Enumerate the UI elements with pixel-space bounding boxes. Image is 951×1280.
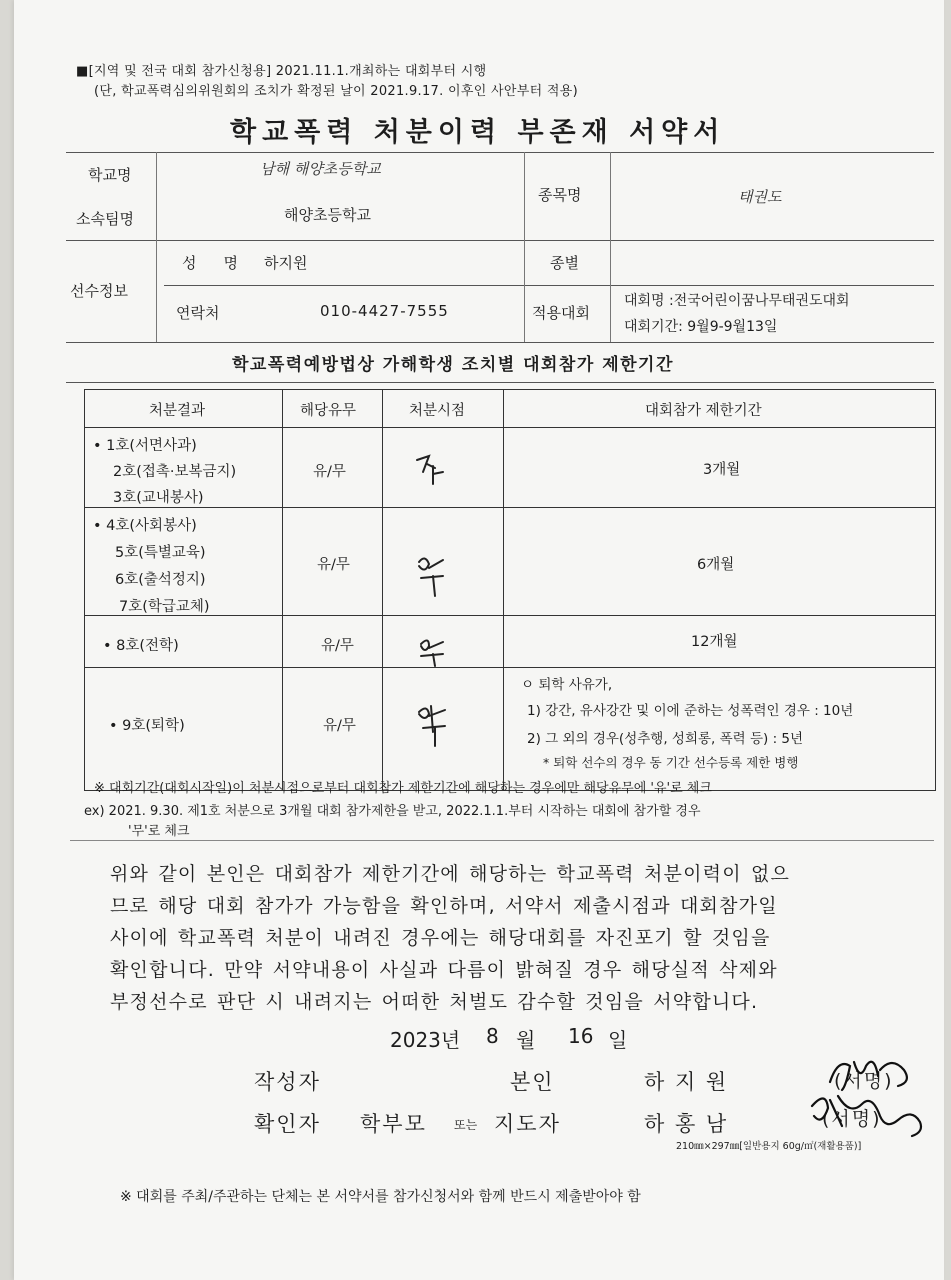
row2-status: 유/무 [317,557,350,573]
row1-status: 유/무 [313,464,346,480]
row2-result-2: 5호(특별교육) [115,545,206,561]
statement-line-4: 확인합니다. 만약 서약내용이 사실과 다름이 밝혀질 경우 해당실적 삭제와 [110,959,778,981]
player-info-label: 선수정보 [70,282,128,300]
header-period: 대회참가 제한기간 [645,403,762,419]
header-status: 해당유무 [300,403,357,419]
writer-sign-label: (서명) [834,1070,894,1092]
row1-period: 3개월 [703,462,741,478]
row-line-header [85,427,935,428]
row2-period: 6개월 [697,557,735,573]
paper-spec: 210㎜×297㎜[일반용지 60g/㎡(재활용품)] [676,1141,862,1152]
col-line-1 [282,390,283,790]
restriction-table [84,389,936,791]
contact-label: 연락처 [176,304,220,322]
confirmer-signature [802,1086,932,1142]
writer-label: 작성자 [254,1070,321,1094]
info-rule-3 [164,285,934,286]
handwritten-mark-row4 [415,702,455,750]
info-bottom-rule [66,342,934,343]
row-line-3 [85,667,935,668]
notice-line-1: ■[지역 및 전국 대회 참가신청용] 2021.11.1.개최하는 대회부터 시행 [76,64,487,79]
name-value: 하지원 [264,254,308,272]
confirmer-sign-label: (서명) [822,1108,882,1130]
statement-line-5: 부정선수로 판단 시 내려지는 어떠한 처벌도 감수할 것임을 서약합니다. [110,991,759,1013]
school-label: 학교명 [88,166,132,184]
row2-result-3: 6호(출석정지) [115,572,206,588]
row1-result-1: • 1호(서면사과) [93,438,197,454]
col-line-3 [503,390,504,790]
info-col-1 [156,152,157,342]
school-value: 남해 해양초등학교 [260,160,381,178]
team-value: 해양초등학교 [284,206,371,224]
row4-status: 유/무 [323,718,356,734]
info-top-rule [66,152,934,153]
coach-label: 지도자 [494,1112,561,1136]
row4-period-line-2: 1) 강간, 유사강간 및 이에 준하는 성폭력인 경우 : 10년 [527,703,854,719]
row1-result-2: 2호(접촉·보복금지) [113,464,237,480]
info-col-2 [524,152,525,342]
row-line-1 [85,507,935,508]
handwritten-mark-row3 [415,634,455,668]
col-line-2 [382,390,383,790]
notice-line-2: (단, 학교폭력심의위원회의 조치가 확정된 날이 2021.9.17. 이후인 사안부터 적용) [94,84,578,99]
header-result: 처분결과 [149,403,206,419]
document-title: 학교폭력 처분이력 부존재 서약서 [230,117,726,148]
row4-period-line-4: * 퇴학 선수의 경우 동 기간 선수등록 제한 병행 [543,755,799,770]
restriction-section-title: 학교폭력예방법상 가해학생 조치별 대회참가 제한기간 [232,355,674,375]
row3-result-1: • 8호(전학) [103,638,179,654]
header-timing: 처분시점 [409,403,466,419]
handwritten-mark-row2 [413,552,453,602]
row2-result-1: • 4호(사회봉사) [93,518,197,534]
pledge-document [14,0,944,1280]
note-2a: ex) 2021. 9.30. 제1호 처분으로 3개월 대회 참가제한을 받고, 2022.1.1.부터 시작하는 대회에 참가할 경우 [84,804,701,819]
row4-result-1: • 9호(퇴학) [109,718,185,734]
name-label: 성 명 [182,254,244,272]
notes-rule [70,840,934,841]
or-label: 또는 [454,1118,478,1132]
info-rule-2 [66,240,934,241]
row4-period-line-3: 2) 그 외의 경우(성추행, 성희롱, 폭력 등) : 5년 [527,731,804,747]
sport-value: 태권도 [738,188,782,206]
contact-value: 010-4427-7555 [320,302,449,320]
handwritten-mark-row1 [413,450,453,490]
footer-note: ※ 대회를 주최/주관하는 단체는 본 서약서를 참가신청서와 함께 반드시 제출받아야 함 [120,1189,641,1205]
date-year: 2023년 [390,1028,461,1052]
event-period: 대회기간: 9월9-9월13일 [624,319,778,335]
writer-name: 하 지 원 [644,1070,729,1094]
confirmer-name: 하 홍 남 [644,1112,729,1136]
row1-result-3: 3호(교내봉사) [113,490,204,506]
row4-period-line-1: ㅇ 퇴학 사유가, [521,677,613,693]
row-line-2 [85,615,935,616]
gender-label: 종별 [550,254,579,272]
event-label: 적용대회 [532,304,590,322]
self-label: 본인 [510,1070,555,1094]
row2-result-4: 7호(학급교체) [119,599,210,615]
event-name: 대회명 :전국어린이꿈나무태권도대회 [624,293,850,309]
note-2b: '무'로 체크 [128,824,190,839]
parent-label: 학부모 [360,1112,427,1136]
section-rule [66,382,934,383]
row3-status: 유/무 [321,638,354,654]
info-col-3 [610,152,611,342]
team-label: 소속팀명 [76,210,134,228]
date-month: 8 [486,1024,499,1048]
statement-line-2: 므로 해당 대회 참가가 가능함을 확인하며, 서약서 제출시점과 대회참가일 [110,895,778,917]
date-month-unit: 월 [516,1028,536,1052]
sport-label: 종목명 [538,186,582,204]
date-day-unit: 일 [608,1028,628,1052]
statement-line-3: 사이에 학교폭력 처분이 내려진 경우에는 해당대회를 자진포기 할 것임을 [110,927,771,949]
note-1: ※ 대회기간(대회시작일)이 처분시점으로부터 대회참가 제한기간에 해당하는 경우에만 해당유무에 '유'로 체크 [94,781,712,796]
row3-period: 12개월 [691,634,738,650]
date-day: 16 [568,1024,594,1048]
statement-line-1: 위와 같이 본인은 대회참가 제한기간에 해당하는 학교폭력 처분이력이 없으 [110,863,791,885]
confirmer-label: 확인자 [254,1112,321,1136]
